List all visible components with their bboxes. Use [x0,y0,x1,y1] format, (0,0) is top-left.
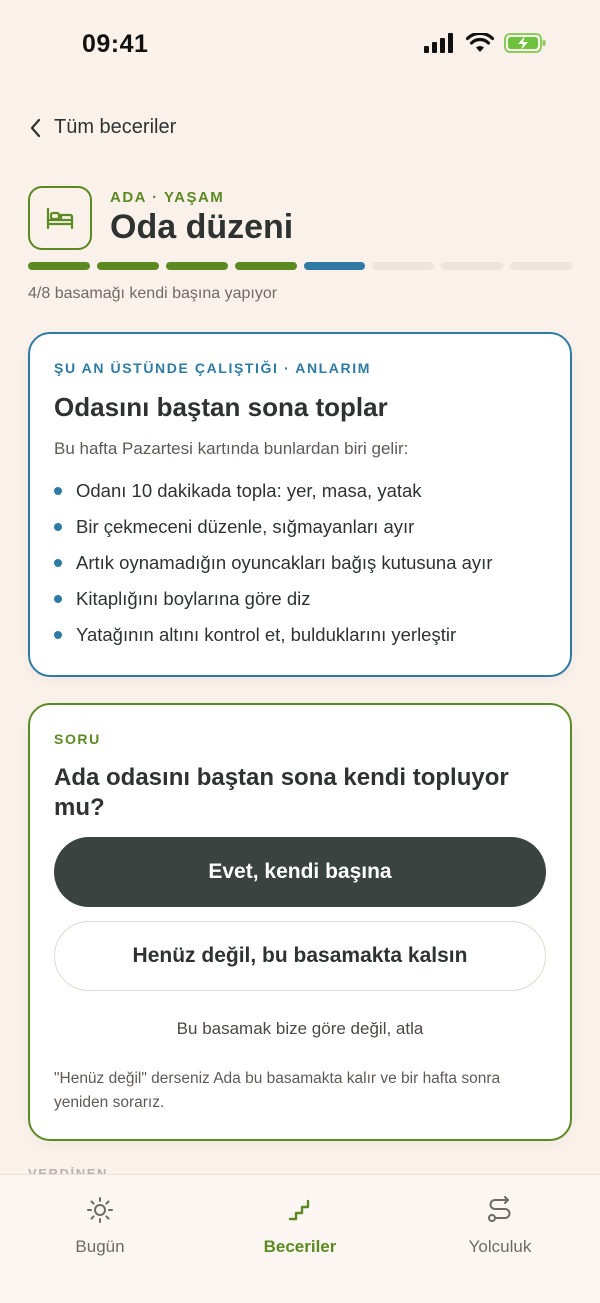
status-bar [0,0,600,90]
yes-independent-button[interactable]: Evet, kendi başına [54,837,546,907]
progress-segment-pending [372,262,434,270]
step-progress-bar [28,262,572,270]
not-yet-button[interactable]: Henüz değil, bu basamakta kalsın [54,921,546,991]
progress-segment-pending [510,262,572,270]
back-to-all-skills-link[interactable] [28,116,176,139]
tab-beceriler[interactable] [230,1195,370,1257]
focus-task-list [54,473,546,653]
focus-intro: Bu hafta Pazartesi kartında bunlardan biri gelir: [54,439,409,458]
task-text: Odanı 10 dakikada topla: yer, masa, yatak [76,480,422,501]
task-text: Yatağının altını kontrol et, bulduklarını yerleştir [76,624,457,645]
progress-segment-done [28,262,90,270]
tab-label: Yolculuk [468,1237,532,1256]
current-focus-card [28,332,572,677]
task-text: Artık oynamadığın oyuncakları bağış kutusuna ayır [76,552,493,573]
list-item [54,617,546,653]
tab-label: Bugün [75,1237,125,1256]
cellular-signal-icon [424,33,456,53]
stairs-icon [287,1197,313,1223]
bullet-dot [54,559,62,567]
progress-segment-done [235,262,297,270]
list-item [54,509,546,545]
progress-label: 4/8 basamağı kendi başına yapıyor [28,285,278,302]
status-icons [424,33,546,53]
skill-icon-box [28,186,92,250]
progress-segment-done [166,262,228,270]
question-kicker: SORU [54,731,101,747]
chevron-left-icon [28,117,42,139]
list-item [54,545,546,581]
skill-header [28,186,293,250]
sun-icon [86,1196,114,1224]
bullet-dot [54,595,62,603]
focus-kicker: ŞU AN ÜSTÜNDE ÇALIŞTIĞI · ANLARIM [54,360,371,376]
task-text: Kitaplığını boylarına göre diz [76,588,311,609]
back-label: Tüm beceriler [54,116,177,138]
bottom-tab-bar [0,1174,600,1303]
tab-yolculuk[interactable] [430,1195,570,1257]
progress-segment-pending [441,262,503,270]
list-item [54,581,546,617]
skill-kicker: ADA · YAŞAM [110,189,225,206]
question-card [28,703,572,1141]
bullet-dot [54,631,62,639]
tab-bugun[interactable] [30,1195,170,1257]
progress-segment-current [304,262,366,270]
bullet-dot [54,523,62,531]
page-title: Oda düzeni [110,208,294,246]
question-note: "Henüz değil" derseniz Ada bu basamakta kalır ve bir hafta sonra yeniden sorarız. [54,1070,501,1111]
question-title: Ada odasını baştan sona kendi topluyor mu? [54,764,509,821]
tab-label: Beceriler [263,1237,337,1256]
bullet-dot [54,487,62,495]
list-item [54,473,546,509]
task-text: Bir çekmeceni düzenle, sığmayanları ayır [76,516,415,537]
status-time: 09:41 [82,30,149,58]
focus-title: Odasını baştan sona toplar [54,392,388,422]
skip-step-link[interactable]: Bu basamak bize göre değil, atla [176,1019,424,1038]
bed-icon [44,204,76,232]
route-icon [486,1196,514,1224]
battery-charging-icon [504,33,546,53]
wifi-icon [466,33,494,53]
progress-segment-done [97,262,159,270]
